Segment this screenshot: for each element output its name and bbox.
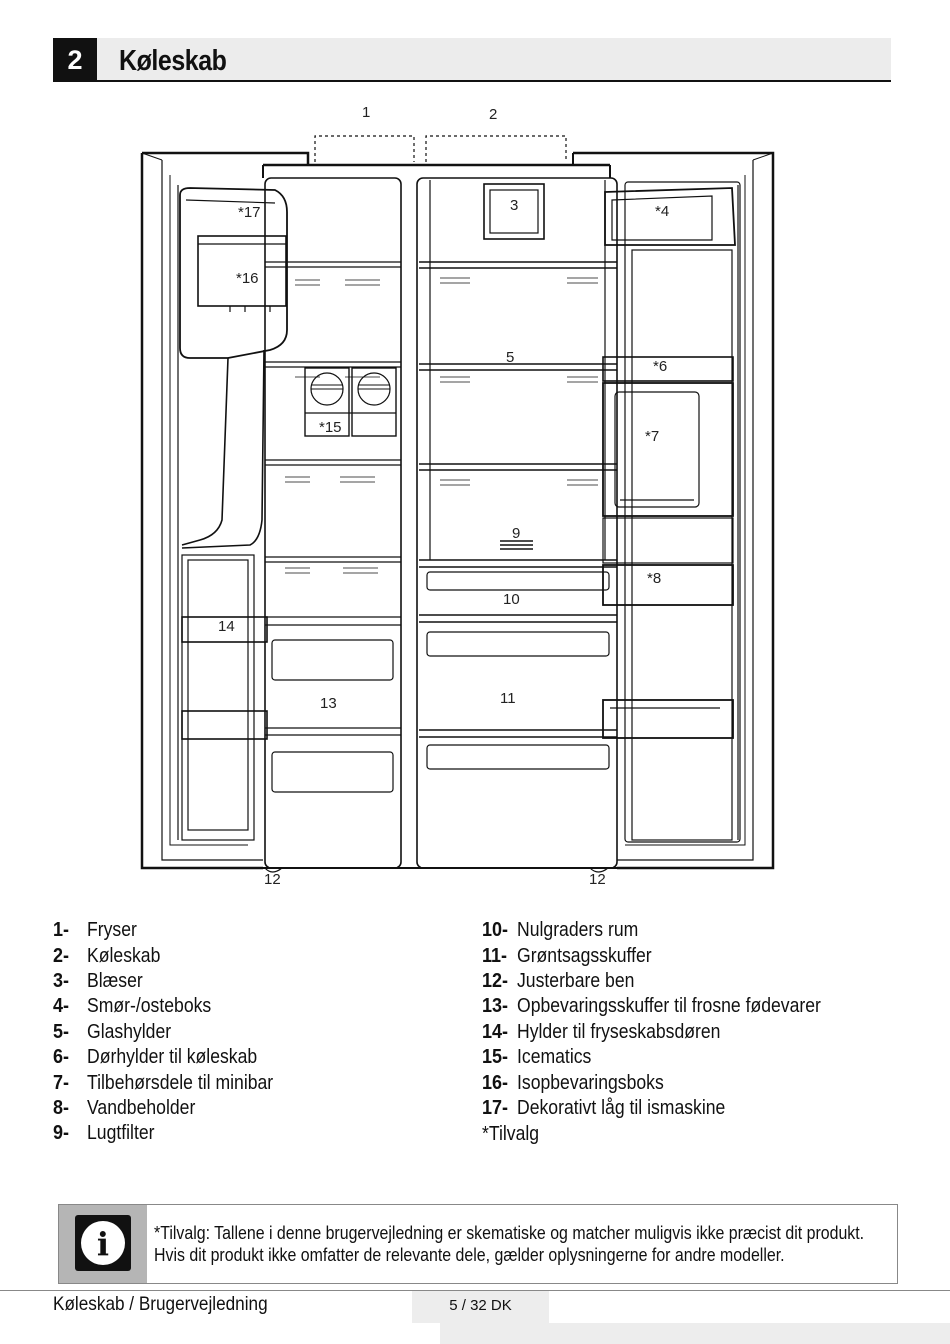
legend-item	[482, 943, 862, 968]
label-9: 9	[512, 525, 521, 542]
info-icon	[75, 1215, 131, 1271]
label-12-right: 12	[589, 871, 606, 888]
info-icon-circle	[81, 1221, 125, 1265]
legend-number: 9-	[53, 1122, 70, 1145]
legend-item	[53, 1070, 299, 1095]
info-text	[154, 1222, 914, 1266]
label-8: *8	[647, 570, 662, 587]
label-16: *16	[236, 270, 259, 287]
info-text-line-1: *Tilvalg: Tallene i denne brugervejledning er skematiske og matcher muligvis ikke præcist dit produkt.	[154, 1222, 865, 1243]
footer-tab	[440, 1323, 950, 1344]
legend-label: Justerbare ben	[517, 969, 635, 992]
legend-item	[482, 918, 862, 943]
legend-label: Isopbevaringsboks	[517, 1071, 664, 1094]
label-7: *7	[645, 428, 660, 445]
legend-number: 7-	[53, 1071, 70, 1094]
legend-number: 8-	[53, 1096, 70, 1119]
label-17: *17	[238, 204, 261, 221]
legend-item	[53, 1121, 299, 1146]
legend-label: Smør-/osteboks	[87, 995, 212, 1018]
legend-number: 16-	[482, 1071, 509, 1094]
legend-left-column	[53, 918, 299, 1147]
legend-number: 14-	[482, 1020, 509, 1043]
label-13: 13	[320, 695, 337, 712]
label-5: 5	[506, 349, 515, 366]
legend-item	[53, 969, 299, 994]
label-4: *4	[655, 203, 670, 220]
legend-item	[482, 1070, 862, 1095]
legend-label: Tilbehørsdele til minibar	[87, 1071, 274, 1094]
optional-note: *Tilvalg	[482, 1122, 540, 1145]
label-15: *15	[319, 419, 342, 436]
info-text-line-2: Hvis dit produkt ikke omfatter de relevante dele, gælder oplysningerne for andre modeller.	[154, 1244, 785, 1265]
label-11: 11	[500, 690, 516, 707]
legend-number: 13-	[482, 995, 509, 1018]
legend-number: 5-	[53, 1020, 70, 1043]
section-title: Køleskab	[119, 45, 227, 77]
legend-label: Hylder til fryseskabsdøren	[517, 1020, 721, 1043]
label-6: *6	[653, 358, 668, 375]
legend-item	[482, 1045, 862, 1070]
legend-number: 17-	[482, 1096, 509, 1119]
fridge-diagram-svg	[0, 95, 950, 895]
info-icon-panel	[59, 1205, 147, 1283]
label-3: 3	[510, 197, 519, 214]
page-number: 5 / 32 DK	[412, 1291, 549, 1323]
label-10: 10	[503, 591, 520, 608]
legend-number: 3-	[53, 969, 70, 992]
legend-label: Vandbeholder	[87, 1096, 196, 1119]
info-note-box	[58, 1204, 898, 1284]
footer-title: Køleskab / Brugervejledning	[53, 1293, 268, 1315]
legend-number: 15-	[482, 1046, 509, 1069]
label-12-left: 12	[264, 871, 281, 888]
legend-label: Icematics	[517, 1046, 592, 1069]
legend-number: 6-	[53, 1046, 70, 1069]
legend-number: 4-	[53, 995, 70, 1018]
legend-number: 1-	[53, 919, 70, 942]
legend-right-column	[482, 918, 862, 1147]
info-icon-glyph: i	[96, 1225, 110, 1263]
label-2: 2	[489, 106, 498, 123]
legend-number: 2-	[53, 944, 70, 967]
legend-item	[482, 969, 862, 994]
legend-item	[53, 1045, 299, 1070]
legend-label: Nulgraders rum	[517, 919, 639, 942]
legend-label: Opbevaringsskuffer til frosne fødevarer	[517, 995, 821, 1018]
legend-label: Køleskab	[87, 944, 161, 967]
legend-item	[482, 1020, 862, 1045]
legend-number: 10-	[482, 919, 509, 942]
label-1: 1	[362, 104, 371, 121]
legend-item	[53, 943, 299, 968]
legend-item	[482, 994, 862, 1019]
legend-item	[53, 994, 299, 1019]
legend-item	[53, 918, 299, 943]
section-number: 2	[53, 38, 97, 82]
label-14: 14	[218, 618, 235, 635]
fridge-diagram	[0, 95, 950, 895]
legend-label: Blæser	[87, 969, 143, 992]
legend-label: Dørhylder til køleskab	[87, 1046, 258, 1069]
legend-item	[53, 1096, 299, 1121]
legend-label: Lugtfilter	[87, 1122, 155, 1145]
legend-label: Fryser	[87, 919, 137, 942]
legend-label: Glashylder	[87, 1020, 172, 1043]
legend-number: 12-	[482, 969, 509, 992]
legend-label: Grøntsagsskuffer	[517, 944, 652, 967]
legend-item	[482, 1096, 862, 1121]
legend-label: Dekorativt låg til ismaskine	[517, 1096, 726, 1119]
legend-number: 11-	[482, 944, 508, 967]
legend-item	[53, 1020, 299, 1045]
section-header	[53, 38, 891, 82]
